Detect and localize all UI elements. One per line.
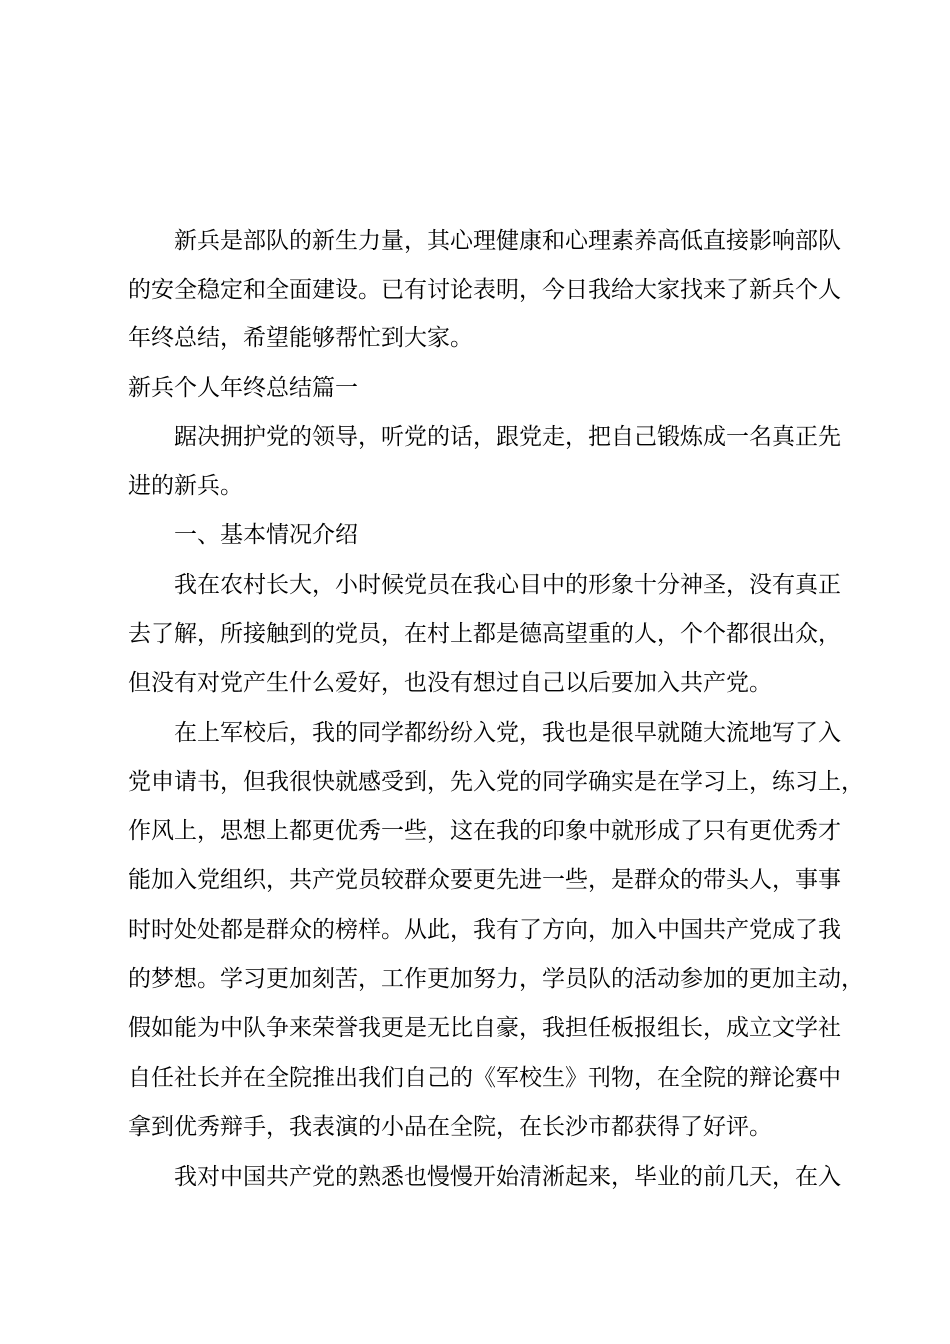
paragraph-line: 踞决拥护党的领导，听党的话，跟党走，把自己锻炼成一名真正先 bbox=[174, 424, 841, 450]
paragraph-line: 作风上，思想上都更优秀一些，这在我的印象中就形成了只有更优秀才 bbox=[128, 818, 841, 844]
paragraph-line: 党申请书，但我很快就感受到，先入党的同学确实是在学习上，练习上， bbox=[128, 769, 864, 795]
paragraph-line: 的梦想。学习更加刻苦，工作更加努力，学员队的活动参加的更加主动， bbox=[128, 966, 864, 992]
paragraph-line: 能加入党组织，共产党员较群众要更先进一些，是群众的带头人，事事 bbox=[128, 867, 841, 893]
paragraph-line: 的安全稳定和全面建设。已有讨论表明，今日我给大家找来了新兵个人 bbox=[128, 277, 841, 303]
paragraph-line: 时时处处都是群众的榜样。从此，我有了方向，加入中国共产党成了我 bbox=[128, 917, 841, 943]
paragraph-line: 自任社长并在全院推出我们自己的《军校生》刊物，在全院的辩论赛中 bbox=[128, 1065, 841, 1091]
paragraph-line: 我在农村长大，小时候党员在我心目中的形象十分神圣，没有真正 bbox=[174, 572, 841, 598]
subsection-heading: 一、基本情况介绍 bbox=[174, 522, 358, 548]
paragraph-line: 年终总结，希望能够帮忙到大家。 bbox=[128, 325, 473, 351]
paragraph-line: 拿到优秀辩手，我表演的小品在全院，在长沙市都获得了好评。 bbox=[128, 1114, 772, 1140]
paragraph-line: 新兵是部队的新生力量，其心理健康和心理素养高低直接影响部队 bbox=[174, 228, 841, 254]
paragraph-line: 去了解，所接触到的党员，在村上都是德高望重的人，个个都很出众， bbox=[128, 621, 841, 647]
paragraph-line: 我对中国共产党的熟悉也慢慢开始清淅起来，毕业的前几天，在入 bbox=[174, 1164, 841, 1190]
paragraph-line: 但没有对党产生什么爱好，也没有想过自己以后要加入共产党。 bbox=[128, 670, 772, 696]
paragraph-line: 进的新兵。 bbox=[128, 473, 243, 499]
section-heading: 新兵个人年终总结篇一 bbox=[128, 375, 358, 401]
paragraph-line: 在上军校后，我的同学都纷纷入党，我也是很早就随大流地写了入 bbox=[174, 720, 841, 746]
paragraph-line: 假如能为中队争来荣誉我更是无比自豪，我担任板报组长，成立文学社 bbox=[128, 1015, 841, 1041]
